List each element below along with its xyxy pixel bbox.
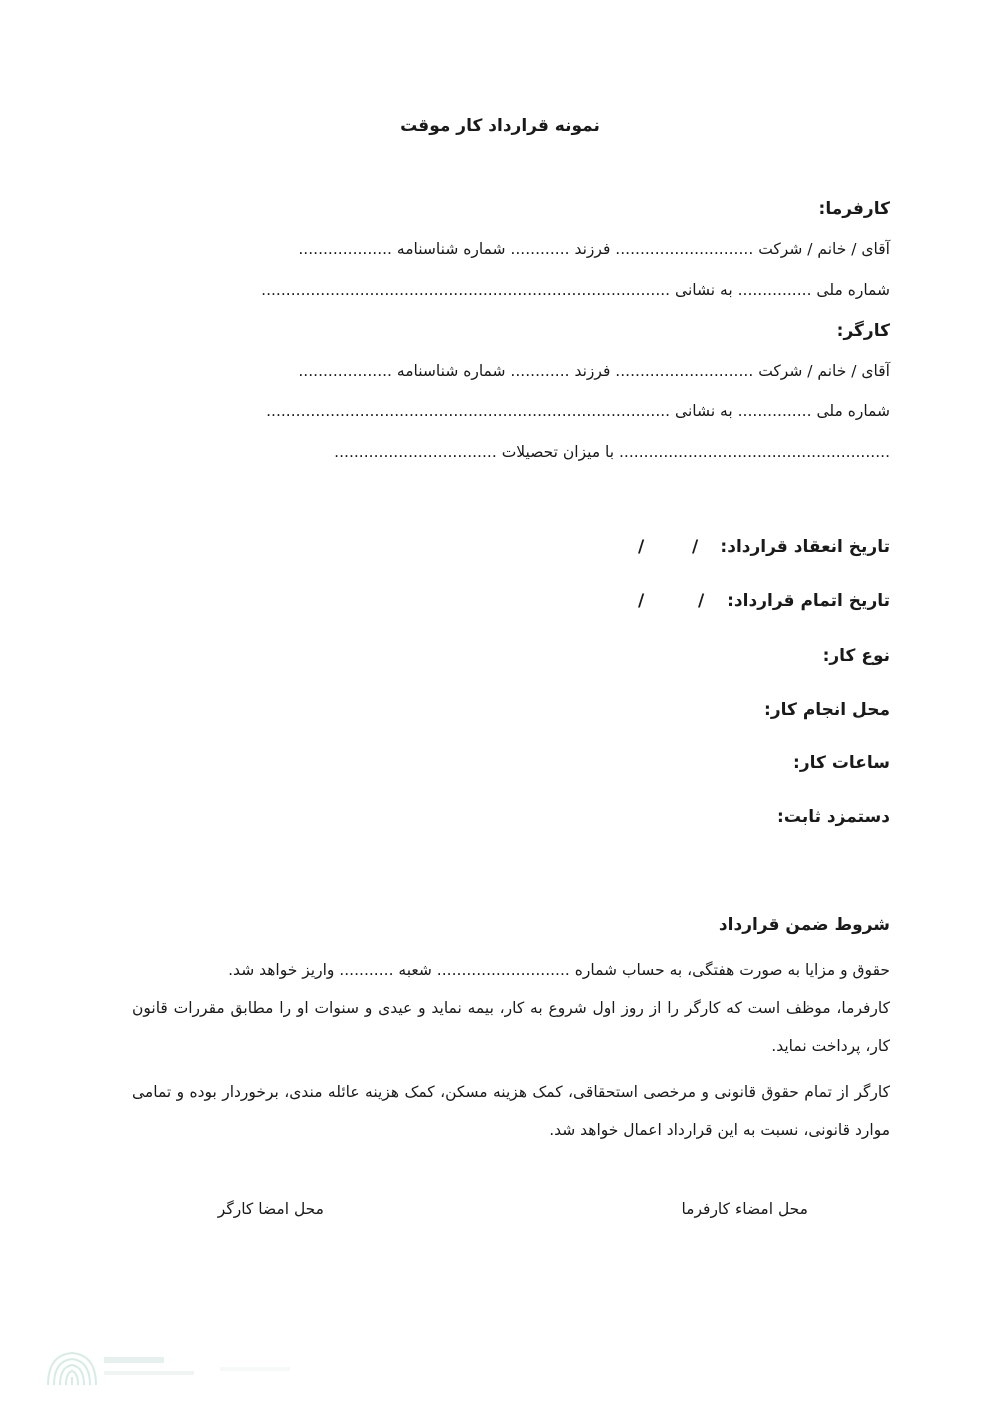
end-date-label: تاریخ اتمام قرارداد: — [727, 591, 890, 611]
job-place-label: محل انجام کار: — [764, 700, 890, 720]
terms-paragraph-3: کارگر از تمام حقوق قانونی و مرخصی استحقاقی، کمک هزینه مسکن، کمک هزینه عائله مندی، برخوردار بوده و تمامی موارد قانونی، نسبت به این قرارداد اعمال خواهد شد. — [132, 1083, 890, 1139]
worker-line-2: شماره ملی ............... به نشانی .................................................................................. — [266, 402, 890, 420]
terms-paragraph-1: حقوق و مزایا به صورت هفتگی، به حساب شماره ........................... شعبه ........... واریز خواهد شد. — [228, 961, 890, 979]
employer-line-2: شماره ملی ............... به نشانی ................................................................................... — [261, 281, 890, 299]
fixed-wage-label: دستمزد ثابت: — [777, 807, 890, 827]
worker-line-1: آقای / خانم / شرکت ............................ فرزند ............ شماره شناسنامه ................... — [298, 362, 890, 380]
employer-heading: کارفرما: — [818, 199, 890, 219]
start-date-separator: / — [638, 537, 645, 557]
fingerprint-logo-icon — [40, 1345, 300, 1393]
terms-heading: شروط ضمن قرارداد — [718, 915, 890, 935]
start-date-label: تاریخ انعقاد قرارداد: — [720, 537, 890, 557]
employer-signature-label: محل امضاء کارفرما — [681, 1200, 808, 1218]
employer-line-1: آقای / خانم / شرکت ............................ فرزند ............ شماره شناسنامه ................... — [298, 240, 890, 258]
worker-signature-label: محل امضا کارگر — [217, 1200, 324, 1218]
terms-paragraph-2: کارفرما، موظف است که کارگر را از روز اول شروع به کار، بیمه نماید و عیدی و سنوات او را مطابق مقررات قانون کار، پرداخت نماید. — [132, 999, 890, 1055]
job-type-label: نوع کار: — [822, 646, 890, 666]
worker-heading: کارگر: — [836, 321, 890, 341]
end-date-separator: / — [638, 591, 645, 611]
start-date-separator: / — [692, 537, 699, 557]
end-date-separator: / — [698, 591, 705, 611]
worker-line-3: ....................................................... با میزان تحصیلات ................................. — [334, 443, 890, 461]
work-hours-label: ساعات کار: — [793, 753, 890, 773]
document-title: نمونه قرارداد کار موقت — [400, 116, 600, 136]
